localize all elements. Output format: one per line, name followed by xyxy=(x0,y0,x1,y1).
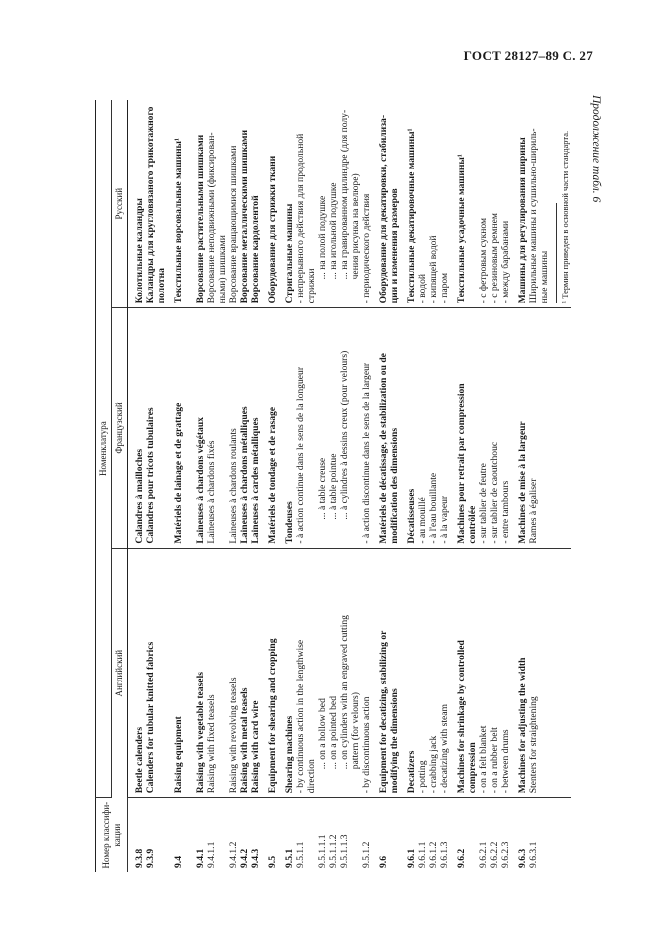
cell-line xyxy=(539,802,550,868)
cell-line: - непрерывного действия для продольной xyxy=(295,133,306,304)
cell-russian xyxy=(167,100,261,308)
cell-french xyxy=(261,308,278,548)
cell-line xyxy=(184,802,195,868)
header-russian: Русский xyxy=(112,100,128,308)
cell-line: Laineuses à chardons végétaux xyxy=(195,417,206,544)
cell-line: - au mouillé xyxy=(417,497,428,544)
cell-line: Equipment for decatizing, stabilizing or xyxy=(378,630,389,794)
table-row xyxy=(511,100,571,872)
cell-line xyxy=(539,553,550,794)
cell-line: Ворсование неподвижными (фиксирован- xyxy=(206,132,217,304)
cell-line: - sur tablier de feutre xyxy=(478,463,489,544)
cell-line: ными) шишками xyxy=(217,235,228,304)
cell-english xyxy=(372,548,400,798)
table-row xyxy=(400,100,450,872)
cell-number xyxy=(167,798,261,872)
cell-line: 9.6.2 xyxy=(456,848,467,868)
cell-russian xyxy=(261,100,278,308)
cell-line: Machines for adjusting the width xyxy=(517,657,528,794)
cell-line: Tondeuses xyxy=(284,501,295,544)
cell-line xyxy=(306,802,317,868)
cell-line: ... on a pointed bed xyxy=(328,696,339,770)
cell-line: Stenters for straightening xyxy=(528,696,539,794)
rotated-table-wrapper xyxy=(95,100,595,872)
cell-line xyxy=(184,312,195,543)
cell-line: Matériels de décatissage, de stabilization ou de xyxy=(378,353,389,544)
table-row xyxy=(450,100,511,872)
cell-line: 9.5.1.1 xyxy=(295,841,306,868)
cell-line: Raising with fixed teasels xyxy=(206,694,217,794)
cell-line: - decatizing with steam xyxy=(439,704,450,794)
cell-russian xyxy=(511,100,571,308)
cell-line: Стригальные машины xyxy=(284,203,295,304)
cell-english xyxy=(511,548,571,798)
cell-line: Raising with metal teasels xyxy=(239,687,250,794)
cell-line: modifying the dimensions xyxy=(389,688,400,794)
cell-line xyxy=(156,802,167,868)
cell-french xyxy=(400,308,450,548)
cell-line: Оборудование для стрижки ткани xyxy=(267,155,278,304)
cell-english xyxy=(261,548,278,798)
cell-line: - à action discontinue dans le sens de la largeur xyxy=(361,362,372,544)
cell-number xyxy=(400,798,450,872)
cell-line: - кипящей водой xyxy=(428,235,439,304)
cell-line xyxy=(467,104,478,303)
cell-line: - crabbing jack xyxy=(428,735,439,794)
cell-line: - by continuous action in the lengthwise xyxy=(295,639,306,794)
header-english: Английский xyxy=(112,548,128,798)
cell-russian xyxy=(128,100,168,308)
cell-number xyxy=(372,798,400,872)
cell-number xyxy=(261,798,278,872)
cell-line: Machines for shrinkage by controlled xyxy=(456,640,467,794)
cell-line: - водой xyxy=(417,274,428,304)
cell-line: Laineuses à chardons métalliques xyxy=(239,406,250,544)
header-french: Французский xyxy=(112,308,128,548)
cell-line: Ворсование вращающимися шишками xyxy=(228,145,239,304)
cell-line: 9.4.1 xyxy=(195,848,206,868)
cell-line: - potting xyxy=(417,760,428,794)
cell-french xyxy=(511,308,571,548)
cell-line xyxy=(467,802,478,868)
cell-line: 9.5.1.1.3 xyxy=(339,834,350,868)
cell-line: ... à table pointue xyxy=(328,453,339,520)
cell-line: Raising with card wire xyxy=(250,700,261,794)
cell-line: 9.6 xyxy=(378,856,389,868)
cell-russian xyxy=(372,100,400,308)
cell-line: - между барабанами xyxy=(500,220,511,304)
cell-line: Raising with revolving teasels xyxy=(228,677,239,794)
cell-line: чения рисунка на велюре) xyxy=(350,173,361,280)
cell-line xyxy=(350,312,361,543)
cell-line: 9.4.2 xyxy=(239,848,250,868)
cell-line: 9.5.1.1.2 xyxy=(328,834,339,868)
cell-line: Машины для регулирования ширины xyxy=(517,137,528,304)
cell-line: Equipment for shearing and cropping xyxy=(267,638,278,794)
cell-line: 9.6.1 xyxy=(406,848,417,868)
cell-line: 9.6.3 xyxy=(517,848,528,868)
cell-line: Текстильные декатировочные машины¹ xyxy=(406,128,417,304)
cell-line: 9.5 xyxy=(267,856,278,868)
page-header: ГОСТ 28127–89 С. 27 xyxy=(463,48,593,63)
cell-line: - à la vapeur xyxy=(439,495,450,544)
cell-line: - à action continue dans le sens de la longueur xyxy=(295,366,306,544)
cell-number xyxy=(511,798,571,872)
cell-line: 9.3.8 xyxy=(134,848,145,868)
cell-line: Raising equipment xyxy=(173,716,184,794)
cell-english xyxy=(278,548,372,798)
cell-line: Raising with vegetable teasels xyxy=(195,672,206,794)
cell-line: ные машины xyxy=(539,250,550,304)
cell-line: - between drums xyxy=(500,729,511,794)
cell-french xyxy=(128,308,168,548)
table-row xyxy=(167,100,261,872)
cell-line: Calandres à mailloches xyxy=(134,448,145,544)
cell-line: Ворсование металлическими шишками xyxy=(239,130,250,304)
cell-line xyxy=(306,312,317,543)
cell-line: Machines de mise à la largeur xyxy=(517,421,528,544)
cell-line: 9.4.1.1 xyxy=(206,841,217,868)
cell-french xyxy=(372,308,400,548)
cell-line: ... на игольной подушке xyxy=(328,182,339,280)
cell-line: Shearing machines xyxy=(284,715,295,794)
cell-line: ... à table creuse xyxy=(317,457,328,520)
cell-line: 9.6.1.1 xyxy=(417,841,428,868)
cell-french xyxy=(167,308,261,548)
cell-line: Calenders for tubular knitted fabrics xyxy=(145,641,156,794)
cell-line: ... on cylinders with an engraved cutting xyxy=(339,615,350,770)
cell-line: 9.4.3 xyxy=(250,848,261,868)
cell-line xyxy=(217,312,228,543)
cell-french xyxy=(450,308,511,548)
cell-line: Каландры для кругловязаного трикотажного xyxy=(145,106,156,304)
cell-english xyxy=(400,548,450,798)
cell-line: compression xyxy=(467,742,478,794)
cell-line: - периодического действия xyxy=(361,193,372,304)
cell-line: contrôlée xyxy=(467,505,478,544)
cell-line: 9.6.2.1 xyxy=(478,841,489,868)
cell-line: Machines pour retrait par compression xyxy=(456,383,467,544)
table-row xyxy=(372,100,400,872)
cell-line: стрижки xyxy=(306,268,317,304)
cell-line: Текстильные усадочные машины¹ xyxy=(456,154,467,304)
cell-line: Matériels de tondage et de rasage xyxy=(267,406,278,544)
cell-line xyxy=(184,553,195,794)
cell-line: 9.6.3.1 xyxy=(528,841,539,868)
cell-line: 9.6.2.2 xyxy=(489,841,500,868)
cell-line: pattern (for velours) xyxy=(350,692,361,770)
cell-line: Оборудование для декатировки, стабилиза- xyxy=(378,114,389,304)
cell-line: Ширильные машины и сушильно-шириль- xyxy=(528,128,539,304)
cell-english xyxy=(167,548,261,798)
cell-line: 9.6.2.3 xyxy=(500,841,511,868)
cell-french xyxy=(278,308,372,548)
cell-line: 9.3.9 xyxy=(145,848,156,868)
cell-russian xyxy=(450,100,511,308)
cell-line: Колотильные каландры xyxy=(134,198,145,304)
nomenclature-table xyxy=(95,100,571,872)
cell-line xyxy=(539,312,550,543)
table-row xyxy=(128,100,168,872)
cell-line: - on a felt blanket xyxy=(478,725,489,794)
cell-line: Laineuses à chardons fixés xyxy=(206,440,217,544)
cell-line: Rames à égaliser xyxy=(528,478,539,544)
cell-line: Ворсование кардолентой xyxy=(250,195,261,304)
cell-line: - с фетровым сукном xyxy=(478,217,489,304)
cell-line: - entre tambours xyxy=(500,480,511,544)
cell-line: полотна xyxy=(156,268,167,304)
cell-line: 9.4.1.2 xyxy=(228,841,239,868)
cell-russian xyxy=(278,100,372,308)
cell-line: Laineuses à cardes métalliques xyxy=(250,417,261,544)
cell-line: 9.4 xyxy=(173,856,184,868)
cell-line: Ворсование растительными шишками xyxy=(195,134,206,304)
cell-line: ... on a hollow bed xyxy=(317,698,328,770)
cell-line: 9.5.1.2 xyxy=(361,841,372,868)
cell-number xyxy=(128,798,168,872)
cell-line: modification des dimensions xyxy=(389,427,400,544)
cell-line xyxy=(217,802,228,868)
cell-line xyxy=(156,312,167,543)
cell-line xyxy=(156,553,167,794)
table-body xyxy=(128,100,572,872)
cell-line: - on a rubber belt xyxy=(489,727,500,794)
cell-russian xyxy=(400,100,450,308)
cell-number xyxy=(278,798,372,872)
cell-line: direction xyxy=(306,759,317,794)
cell-line: - sur tablier de caoutchouc xyxy=(489,441,500,544)
cell-line: Текстильные ворсовальные машины¹ xyxy=(173,138,184,304)
cell-line xyxy=(389,802,400,868)
cell-line: - с резиновым ремнем xyxy=(489,213,500,304)
cell-line xyxy=(350,802,361,868)
cell-english xyxy=(128,548,168,798)
header-nomenclature: Номенклатура xyxy=(96,100,112,798)
cell-line: - by discontinuous action xyxy=(361,696,372,794)
cell-line: - паром xyxy=(439,272,450,304)
cell-line: ... на гравированном цилиндре (для полу- xyxy=(339,109,350,280)
cell-line: Beetle calenders xyxy=(134,726,145,794)
table-row xyxy=(261,100,278,872)
cell-line: Laineuses à chardons roulants xyxy=(228,428,239,544)
cell-line: ции и изменения размеров xyxy=(389,188,400,304)
cell-line: Decatizers xyxy=(406,750,417,794)
cell-line: 9.6.1.3 xyxy=(439,841,450,868)
cell-line: 9.5.1.1.1 xyxy=(317,834,328,868)
footnote: ¹ Термин приведен в основной части стандарта. xyxy=(556,203,571,303)
cell-line: 9.6.1.2 xyxy=(428,841,439,868)
cell-line: ... на полой подушке xyxy=(317,195,328,280)
cell-line: 9.5.1 xyxy=(284,848,295,868)
cell-line: Décatisseuses xyxy=(406,488,417,544)
continuation-note: Продолжение табл. 6 xyxy=(590,95,602,203)
cell-line: ... à cylindres à dessins creux (pour velours) xyxy=(339,350,350,520)
header-number: Номер классифи-кации xyxy=(96,798,128,872)
cell-line xyxy=(217,553,228,794)
cell-line: Matériels de lainage et de grattage xyxy=(173,402,184,544)
cell-english xyxy=(450,548,511,798)
cell-line: Calandres pour tricots tubulaires xyxy=(145,407,156,544)
cell-line: - à l'eau bouillante xyxy=(428,472,439,544)
cell-number xyxy=(450,798,511,872)
table-row xyxy=(278,100,372,872)
cell-line xyxy=(184,104,195,303)
